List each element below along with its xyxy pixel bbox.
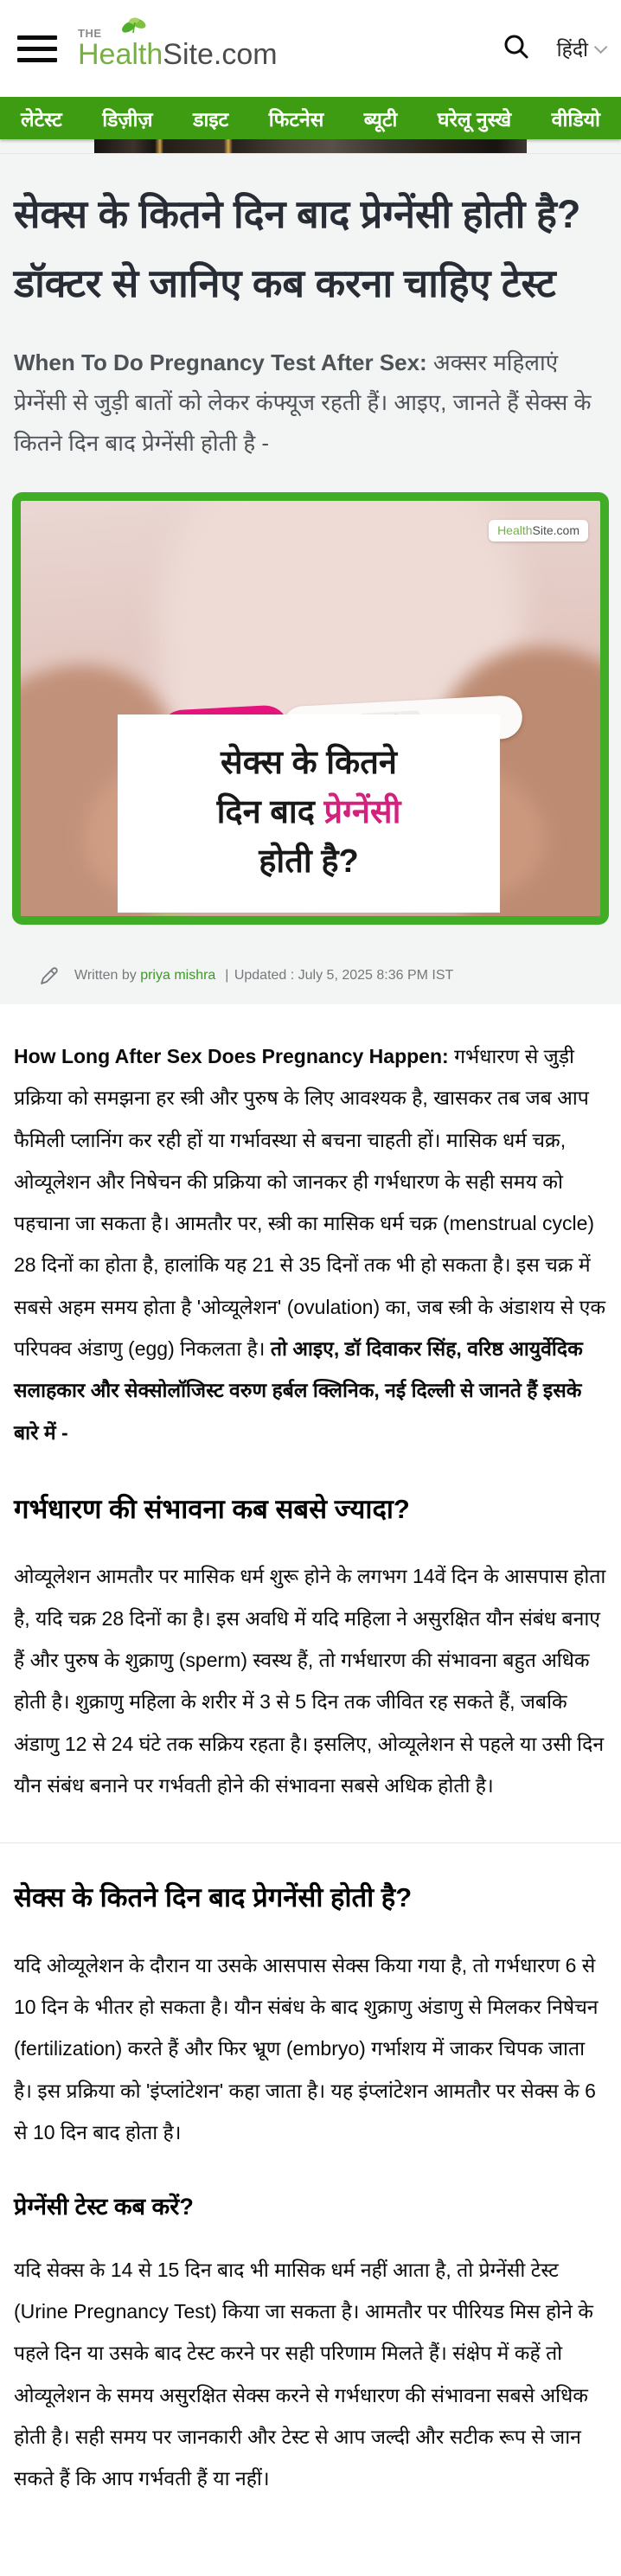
nav-item-2[interactable]: डाइट	[193, 107, 229, 131]
updated-timestamp: Updated : July 5, 2025 8:36 PM IST	[234, 967, 454, 983]
healthsite-watermark: HealthSite.com	[489, 520, 588, 541]
language-selector[interactable]	[557, 35, 604, 62]
byline-separator: |	[225, 967, 229, 983]
nav-item-1[interactable]: डिज़ीज़	[102, 107, 153, 131]
caption-highlight: प्रेग्नेंसी	[323, 793, 401, 830]
logo-site: Site.com	[163, 38, 278, 71]
standfirst-rest: अक्सर महिलाएं प्रेग्नेंसी से जुड़ी बातों को लेकर कंफ्यूज रहती हैं। आइए, जानते हैं सेक्स के कितने दिन बाद प्रेग्नेंसी होती है -	[14, 349, 592, 456]
standfirst-lead: When To Do Pregnancy Test After Sex:	[14, 349, 427, 376]
image-caption-overlay: सेक्स के कितने दिन बाद प्रेग्नेंसी होती है?	[118, 714, 500, 913]
site-logo[interactable]	[78, 28, 278, 69]
search-icon[interactable]	[502, 32, 531, 66]
chevron-down-icon	[594, 40, 608, 54]
byline	[0, 949, 621, 1004]
section-heading: सेक्स के कितने दिन बाद प्रेगनेंसी होती है?	[14, 1882, 413, 1913]
body-paragraph: यदि सेक्स के 14 से 15 दिन बाद भी मासिक धर्म नहीं आता है, तो प्रेग्नेंसी टेस्ट (Urine Pregnancy Test) किया जा सकता है। आमतौर पर पीरियड मिस होने के पहले दिन या उसके बाद टेस्ट करने पर सही परिणाम मिलते हैं। संक्षेप में कहें तो ओव्यूलेशन के समय असुरक्षित सेक्स करने से गर्भधारण की संभावना सबसे अधिक होती है। सही समय पर जानकारी और टेस्ट से आप जल्दी और सटीक रूप से जान सकते हैं कि आप गर्भवती हैं या नहीं।	[14, 2258, 593, 2490]
article-top	[0, 153, 621, 1004]
section-divider	[0, 1842, 621, 1843]
nav-item-5[interactable]: घरेलू नुस्खे	[437, 107, 512, 131]
nav-item-6[interactable]: वीडियो	[551, 107, 600, 131]
pencil-icon	[38, 964, 61, 987]
section-heading: गर्भधारण की संभावना कब सबसे ज्यादा?	[14, 1493, 410, 1524]
logo-the: THE	[78, 27, 102, 40]
section-heading: प्रेग्नेंसी टेस्ट कब करें?	[14, 2194, 194, 2220]
ad-banner-cropped[interactable]	[94, 139, 527, 153]
article-headline: सेक्स के कितने दिन बाद प्रेग्नेंसी होती है? डॉक्टर से जानिए कब करना चाहिए टेस्ट	[14, 192, 581, 306]
body-paragraph: यदि ओव्यूलेशन के दौरान या उसके आसपास सेक्स किया गया है, तो गर्भधारण 6 से 10 दिन के भीतर हो सकता है। यौन संबंध के बाद शुक्राणु अंडाणु से मिलकर निषेचन (fertilization) करते हैं और फिर भ्रूण (embryo) गर्भाशय में जाकर चिपक जाता है। इस प्रक्रिया को 'इंप्लांटेशन' कहा जाता है। यह इंप्लांटेशन आमतौर पर सेक्स के 6 से 10 दिन बाद होता है।	[14, 1953, 599, 2143]
author-link[interactable]: priya mishra	[140, 967, 216, 983]
article-body	[0, 1004, 621, 2576]
written-by-label: Written by	[74, 967, 137, 983]
hero-image	[12, 492, 609, 925]
body-paragraph: How Long After Sex Does Pregnancy Happen: गर्भधारण से जुड़ी प्रक्रिया को समझना हर स्त्री और पुरुष के लिए आवश्यक है, खासकर तब जब आप फैमिली प्लानिंग कर रही हों या गर्भावस्था से बचना चाहती हों। मासिक धर्म चक्र, ओव्यूलेशन और निषेचन की प्रक्रिया को जानकर ही गर्भधारण के सही समय को पहचाना जा सकता है। आमतौर पर, स्त्री का मासिक धर्म चक्र (menstrual cycle) 28 दिनों का होता है, हालांकि यह 21 से 35 दिनों तक भी हो सकता है। इस चक्र में सबसे अहम समय होता है 'ओव्यूलेशन' (ovulation) का, जब स्त्री के अंडाशय से एक परिपक्व अंडाणु (egg) निकलता है। तो आइए, डॉ दिवाकर सिंह, वरिष्ठ आयुर्वेदिक सलाहकार और सेक्सोलॉजिस्ट वरुण हर्बल क्लिनिक, नई दिल्ली से जानते हैं इसके बारे में -	[14, 1044, 606, 1444]
leaf-icon	[118, 16, 152, 35]
body-paragraph: ओव्यूलेशन आमतौर पर मासिक धर्म शुरू होने के लगभग 14वें दिन के आसपास होता है, यदि चक्र 28 दिनों का है। इस अवधि में यदि महिला ने असुरक्षित यौन संबंध बनाए हैं और पुरुष के शुक्राणु (sperm) स्वस्थ हैं, तो गर्भधारण की संभावना बहुत अधिक होती है। शुक्राणु महिला के शरीर में 3 से 5 दिन तक जीवित रह सकते हैं, जबकि अंडाणु 12 से 24 घंटे तक सक्रिय रहता है। इसलिए, ओव्यूलेशन से पहले या उसी दिन यौन संबंध बनाने पर गर्भवती होने की संभावना सबसे अधिक होती है।	[14, 1565, 606, 1797]
language-label: हिंदी	[556, 38, 588, 61]
nav-item-4[interactable]: ब्यूटी	[363, 107, 398, 131]
hamburger-menu-icon[interactable]	[17, 35, 57, 62]
article-standfirst	[0, 343, 621, 463]
site-header	[0, 0, 621, 97]
nav-item-0[interactable]: लेटेस्ट	[21, 107, 62, 131]
nav-item-3[interactable]: फिटनेस	[268, 107, 324, 131]
logo-health: Health	[78, 38, 163, 71]
primary-navbar	[0, 97, 621, 139]
